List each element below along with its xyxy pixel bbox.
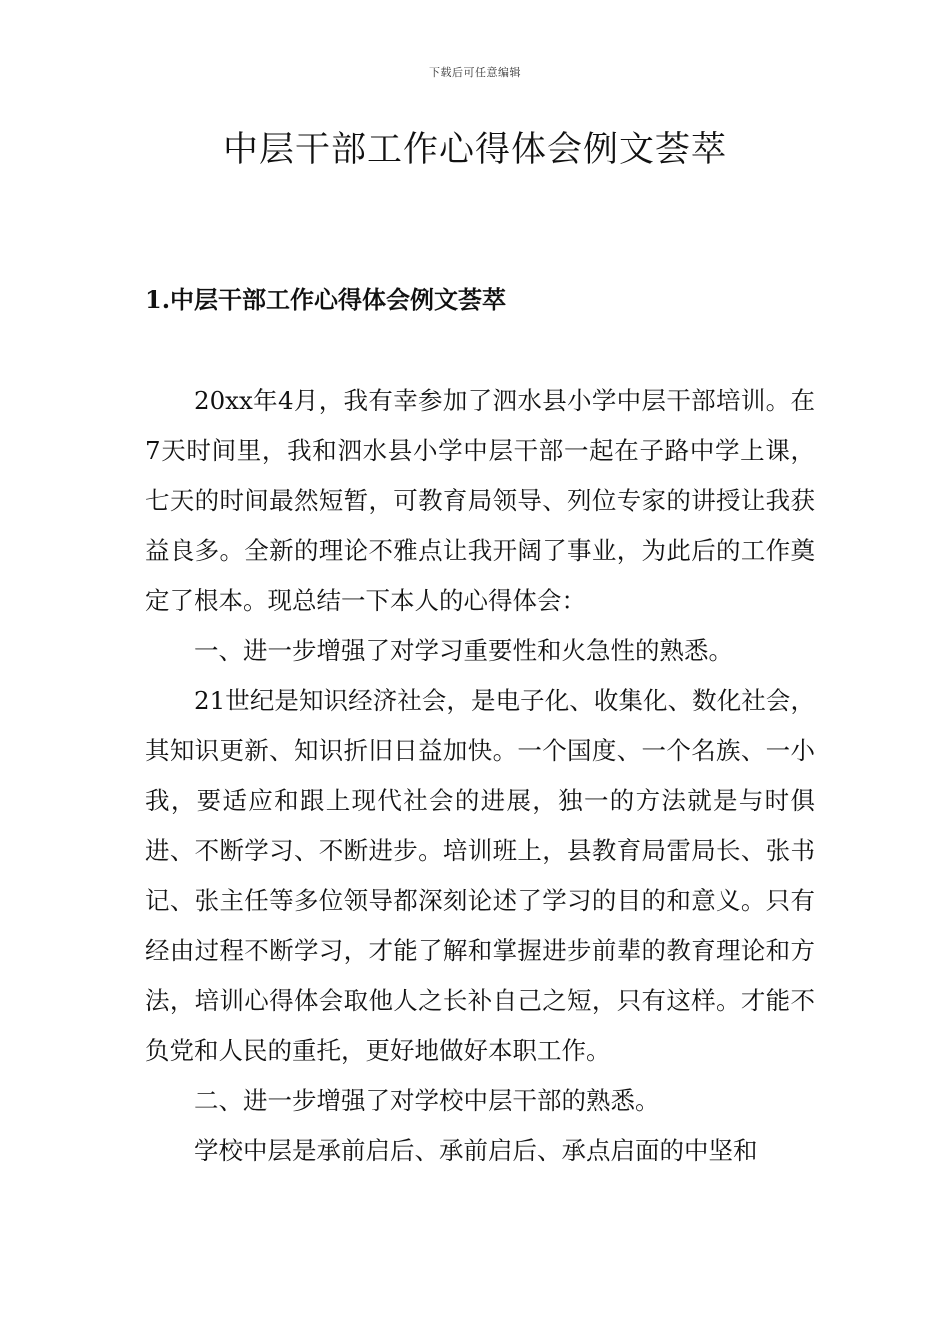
paragraph-school-middle-level: 学校中层是承前启后、承前启后、承点启面的中坚和 [194,1136,758,1165]
paragraph-point-one: 一、进一步增强了对学习重要性和火急性的熟悉。 [194,636,733,665]
section-heading: 1.中层干部工作心得体会例文荟萃 [145,285,507,314]
paragraph-point-two: 二、进一步增强了对学校中层干部的熟悉。 [194,1086,660,1115]
header-note: 下载后可任意编辑 [429,66,521,79]
paragraph-knowledge-society: 21世纪是知识经济社会，是电子化、收集化、数化社会，其知识更新、知识折旧日益加快。一个国度、一个名族、一小我，要适应和跟上现代社会的进展，独一的方法就是与时俱进、不断学习、不断进步。培训班上，县教育局雷局长、张书记、张主任等多位领导都深刻论述了学习的目的和意义。只有经由过程不断学习，才能了解和掌握进步前辈的教育理论和方法，培训心得体会取他人之长补自己之短，只有这样。才能不负党和人民的重托，更好地做好本职工作。 [145,686,815,1065]
document-title: 中层干部工作心得体会例文荟萃 [222,130,727,170]
document-body [145,376,815,1176]
paragraph-intro: 20xx年4月，我有幸参加了泗水县小学中层干部培训。在7天时间里，我和泗水县小学中层干部一起在子路中学上课，七天的时间最然短暂，可教育局领导、列位专家的讲授让我获益良多。全新的理论不雅点让我开阔了事业，为此后的工作奠定了根本。现总结一下本人的心得体会： [145,386,815,615]
